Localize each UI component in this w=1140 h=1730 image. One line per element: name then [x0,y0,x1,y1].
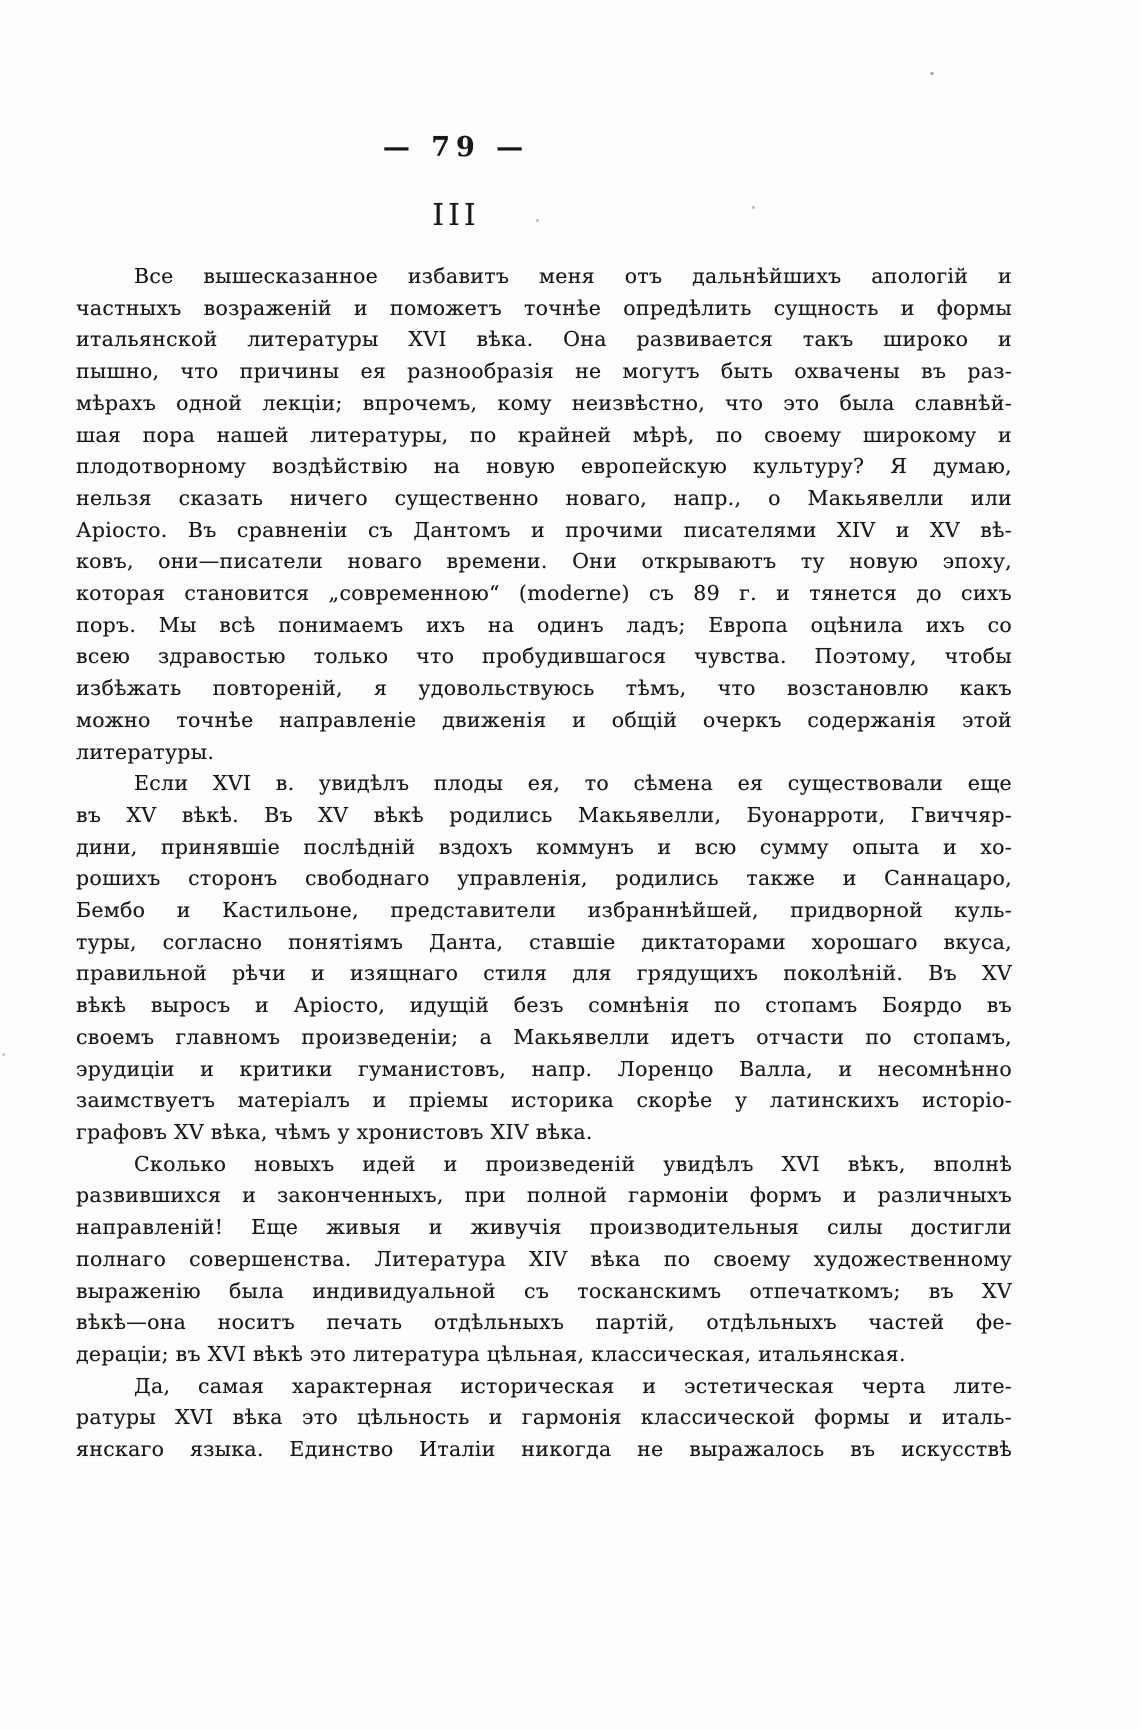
text-line: избѣжать повтореній, я удовольствуюсь тѣмъ, что возстановлю какъ [76,676,1012,701]
text-line: можно точнѣе направленіе движенія и общій очеркъ содержанія этой [76,707,1012,732]
text-line: заимствуетъ матеріалъ и пріемы историка скорѣе у латинскихъ исторіо- [76,1088,1012,1113]
text-line: ратуры XVI вѣка это цѣльность и гармонія классической формы и италь- [76,1405,1012,1430]
section-heading: III [432,198,480,233]
page-number: — 79 — [382,132,530,163]
text-line: Все вышесказанное избавитъ меня отъ дальнѣйшихъ апологій и [134,264,1012,288]
text-line: направленій! Еще живыя и живучія производительныя силы достигли [76,1215,1012,1240]
text-line: выраженію была индивидуальной съ тосканскимъ отпечаткомъ; въ XV [76,1278,1012,1303]
text-line: частныхъ возраженій и поможетъ точнѣе опредѣлить сущность и формы [76,295,1012,320]
text-line: ковъ, они—писатели новаго времени. Они открываютъ ту новую эпоху, [76,549,1012,574]
text-line: эрудиціи и критики гуманистовъ, напр. Лоренцо Валла, и несомнѣнно [76,1056,1012,1081]
text-line: полнаго совершенства. Литература XIV вѣка по своему художественному [76,1246,1012,1271]
text-line: дини, принявшіе послѣдній вздохъ коммунъ и всю сумму опыта и хо- [76,834,1012,859]
text-line: правильной рѣчи и изящнаго стиля для грядущихъ поколѣній. Въ XV [76,961,1012,986]
text-line: всею здравостью только что пробудившагося чувства. Поэтому, чтобы [76,644,1012,669]
text-line: дераціи; въ XVI вѣкѣ это литература цѣльная, классическая, итальянская. [76,1341,906,1366]
text-line: пышно, что причины ея разнообразія не могутъ быть охвачены въ раз- [76,359,1012,384]
text-line: шая пора нашей литературы, по крайней мѣрѣ, по своему широкому и [76,422,1012,447]
paragraph [76,1149,1012,1371]
text-line: литературы. [76,739,215,764]
text-line: плодотворному воздѣйствію на новую европейскую культуру? Я думаю, [76,454,1012,479]
text-line: Аріосто. Въ сравненіи съ Дантомъ и прочими писателями XIV и XV вѣ- [76,517,1012,542]
paragraph [76,1371,1012,1466]
text-line: Бембо и Кастильоне, представители избраннѣйшей, придворной куль- [76,898,1012,923]
text-line: вѣкѣ выросъ и Аріосто, идущій безъ сомнѣнія по стопамъ Боярдо въ [76,993,1012,1018]
scan-speck [752,206,755,209]
text-line: нельзя сказать ничего существенно новаго, напр., о Макьявелли или [76,485,1012,510]
text-line: въ XV вѣкѣ. Въ XV вѣкѣ родились Макьявелли, Буонарроти, Гвиччяр- [76,802,1012,827]
text-line: мѣрахъ одной лекціи; впрочемъ, кому неизвѣстно, что это была славнѣй- [76,390,1012,415]
text-line: вѣкѣ—она носитъ печать отдѣльныхъ партій, отдѣльныхъ частей фе- [76,1310,1012,1335]
text-line: Сколько новыхъ идей и произведеній увидѣлъ XVI вѣкъ, вполнѣ [134,1151,1012,1176]
text-line: янскаго языка. Единство Италіи никогда не выражалось въ искусствѣ [76,1437,1012,1462]
scan-speck [930,72,934,75]
text-line: своемъ главномъ произведеніи; а Макьявелли идетъ отчасти по стопамъ, [76,1024,1012,1049]
paragraph [76,768,1012,1148]
text-line: рошихъ сторонъ свободнаго управленія, родились также и Саннацаро, [76,866,1012,891]
paragraph [76,261,1012,768]
text-line: которая становится „современною“ (moderne) съ 89 г. и тянется до сихъ [76,581,1012,606]
text-line: туры, согласно понятіямъ Данта, ставшіе диктаторами хорошаго вкуса, [76,929,1012,954]
text-line: Да, самая характерная историческая и эстетическая черта лите- [134,1373,1012,1398]
text-block [76,261,1012,1466]
text-line: поръ. Мы всѣ понимаемъ ихъ на одинъ ладъ; Европа оцѣнила ихъ со [76,612,1012,637]
scan-speck [2,1053,5,1056]
text-line: графовъ XV вѣка, чѣмъ у хронистовъ XIV вѣка. [76,1119,593,1144]
text-line: итальянской литературы XVI вѣка. Она развивается такъ широко и [76,327,1012,352]
scan-speck [536,219,539,222]
text-line: Если XVI в. увидѣлъ плоды ея, то сѣмена ея существовали еще [134,771,1012,796]
text-line: развившихся и законченныхъ, при полной гармоніи формъ и различныхъ [76,1183,1012,1208]
